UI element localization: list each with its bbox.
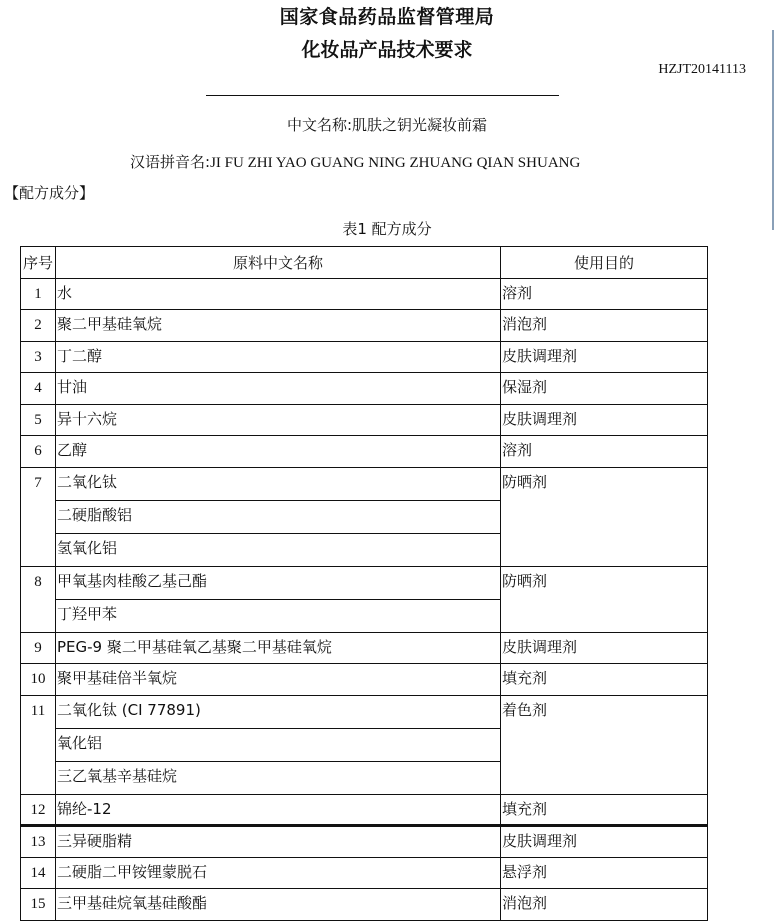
table-row: [21, 695, 708, 728]
usage-purpose: 消泡剂: [501, 310, 708, 342]
ingredient-name: 二硬脂酸铝: [56, 500, 501, 533]
ingredient-name: 甲氧基肉桂酸乙基己酯: [56, 566, 501, 599]
chinese-name-label: 中文名称:: [286, 116, 353, 134]
divider: [206, 95, 559, 96]
row-number: 5: [21, 404, 56, 436]
section-title: 【配方成分】: [4, 184, 95, 202]
usage-purpose: 皮肤调理剂: [501, 826, 708, 858]
row-number: 11: [21, 695, 56, 794]
ingredient-name: 甘油: [56, 373, 501, 405]
header-name: 原料中文名称: [56, 247, 501, 279]
agency-title: 国家食品药品监督管理局: [279, 6, 495, 28]
table-row: [21, 794, 708, 826]
usage-purpose: 溶剂: [501, 278, 708, 310]
table-row: [21, 310, 708, 342]
pinyin-name-line: [130, 151, 580, 172]
usage-purpose: 皮肤调理剂: [501, 404, 708, 436]
table-row: [21, 566, 708, 599]
table-row: [21, 436, 708, 468]
row-number: 13: [21, 826, 56, 858]
row-number: 3: [21, 341, 56, 373]
table-row: [21, 341, 708, 373]
table-row: [21, 632, 708, 664]
row-number: 4: [21, 373, 56, 405]
formula-table: [20, 246, 708, 921]
table-row: [21, 278, 708, 310]
ingredient-name: PEG-9 聚二甲基硅氧乙基聚二甲基硅氧烷: [56, 632, 501, 664]
usage-purpose: 溶剂: [501, 436, 708, 468]
usage-purpose: 填充剂: [501, 794, 708, 826]
row-number: 12: [21, 794, 56, 826]
row-number: 8: [21, 566, 56, 632]
row-number: 10: [21, 664, 56, 696]
usage-purpose: 防晒剂: [501, 566, 708, 632]
ingredient-name: 氧化铝: [56, 728, 501, 761]
table-row: [21, 467, 708, 500]
ingredient-name: 三乙氧基辛基硅烷: [56, 761, 501, 794]
ingredient-name: 丁二醇: [56, 341, 501, 373]
table-row: [21, 826, 708, 858]
chinese-name: 肌肤之钥光凝妆前霜: [352, 116, 488, 134]
row-number: 14: [21, 857, 56, 889]
ingredient-name: 异十六烷: [56, 404, 501, 436]
ingredient-name: 丁羟甲苯: [56, 599, 501, 632]
usage-purpose: 着色剂: [501, 695, 708, 794]
ingredient-name: 水: [56, 278, 501, 310]
usage-purpose: 防晒剂: [501, 467, 708, 566]
row-number: 7: [21, 467, 56, 566]
row-number: 1: [21, 278, 56, 310]
document-code: HZJT20141113: [658, 62, 746, 77]
ingredient-name: 二氧化钛: [56, 467, 501, 500]
pinyin-name: JI FU ZHI YAO GUANG NING ZHUANG QIAN SHUANG: [210, 155, 581, 171]
ingredient-name: 聚甲基硅倍半氧烷: [56, 664, 501, 696]
table-row: [21, 664, 708, 696]
usage-purpose: 填充剂: [501, 664, 708, 696]
usage-purpose: 保湿剂: [501, 373, 708, 405]
table-row: [21, 889, 708, 921]
row-number: 2: [21, 310, 56, 342]
row-number: 9: [21, 632, 56, 664]
table-caption: 表1 配方成分: [342, 220, 432, 238]
row-number: 6: [21, 436, 56, 468]
table-row: [21, 404, 708, 436]
ingredient-name: 二硬脂二甲铵锂蒙脱石: [56, 857, 501, 889]
table-row: [21, 857, 708, 889]
table-header-row: [21, 247, 708, 279]
table-row: [21, 373, 708, 405]
ingredient-name: 氢氧化铝: [56, 533, 501, 566]
header-purpose: 使用目的: [501, 247, 708, 279]
chinese-name-line: [0, 114, 774, 135]
ingredient-name: 乙醇: [56, 436, 501, 468]
ingredient-name: 二氧化钛 (CI 77891): [56, 695, 501, 728]
row-number: 15: [21, 889, 56, 921]
document-title: 化妆品产品技术要求: [301, 39, 473, 61]
ingredient-name: 三甲基硅烷氧基硅酸酯: [56, 889, 501, 921]
usage-purpose: 皮肤调理剂: [501, 632, 708, 664]
usage-purpose: 消泡剂: [501, 889, 708, 921]
header-no: 序号: [21, 247, 56, 279]
usage-purpose: 皮肤调理剂: [501, 341, 708, 373]
pinyin-label: 汉语拼音名:: [130, 153, 211, 171]
ingredient-name: 三异硬脂精: [56, 826, 501, 858]
usage-purpose: 悬浮剂: [501, 857, 708, 889]
ingredient-name: 锦纶-12: [56, 794, 501, 826]
ingredient-name: 聚二甲基硅氧烷: [56, 310, 501, 342]
